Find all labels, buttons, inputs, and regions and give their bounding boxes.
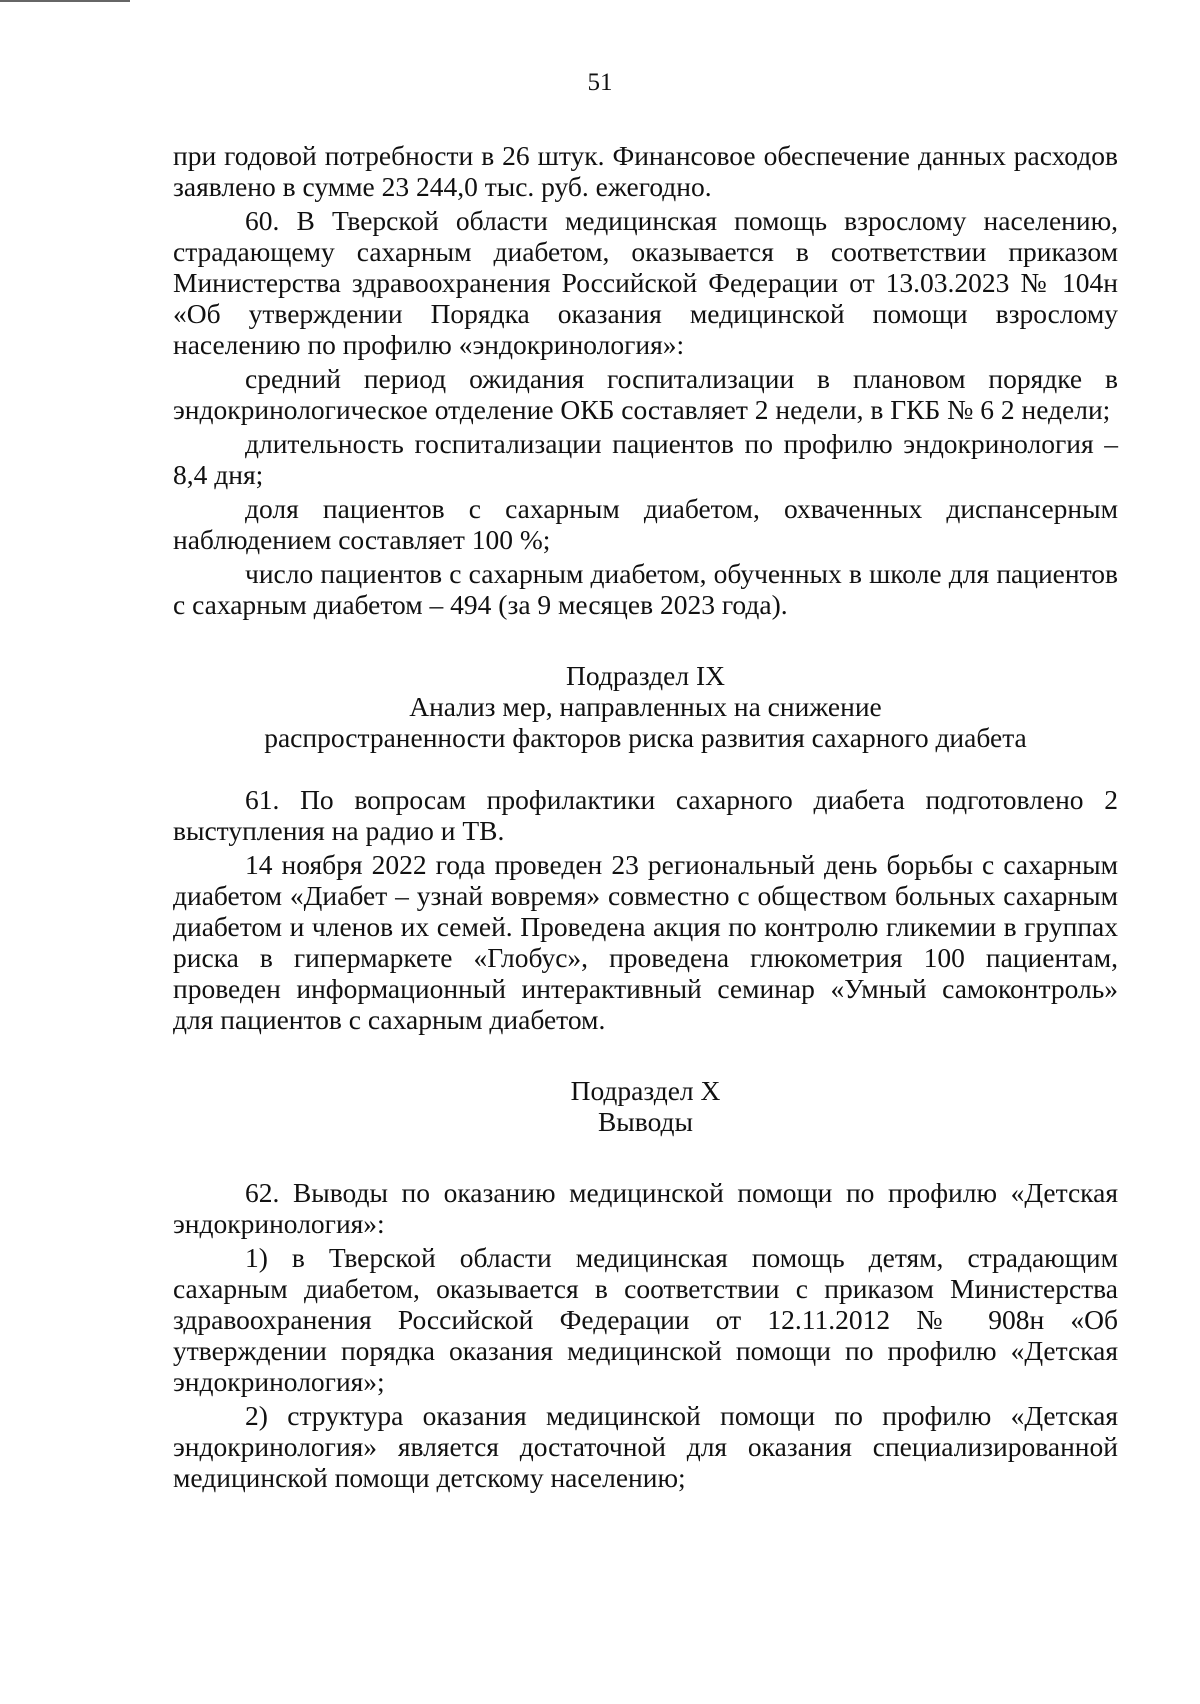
- paragraph-conclusion-2: 2) структура оказания медицинской помощи по профилю «Детская эндокринология» является достаточной для оказания специализированной медицинской помощи детскому населению;: [173, 1400, 1118, 1493]
- paragraph-item-60: 60. В Тверской области медицинская помощь взрослому населению, страдающему сахарным диабетом, оказывается в соответствии приказом Министерства здравоохранения Российской Федерации от 13.03.2023 № 104н «Об утверждении Порядка оказания медицинской помощи взрослому населению по профилю «эндокринология»:: [173, 205, 1118, 360]
- paragraph-waiting-period: средний период ожидания госпитализации в плановом порядке в эндокринологическое отделение ОКБ составляет 2 недели, в ГКБ № 6 2 недели;: [173, 363, 1118, 425]
- paragraph-school-count: число пациентов с сахарным диабетом, обученных в школе для пациентов с сахарным диабетом – 494 (за 9 месяцев 2023 года).: [173, 558, 1118, 620]
- subsection-heading-ix: Подраздел IX: [566, 660, 725, 691]
- document-body: [173, 140, 1118, 1493]
- paragraph-item-62: 62. Выводы по оказанию медицинской помощи по профилю «Детская эндокринология»:: [173, 1177, 1118, 1239]
- subsection-heading-x: Подраздел X: [570, 1075, 721, 1106]
- paragraph-hospitalization-length: длительность госпитализации пациентов по профилю эндокринология – 8,4 дня;: [173, 428, 1118, 490]
- paragraph-financing: при годовой потребности в 26 штук. Финансовое обеспечение данных расходов заявлено в сумме 23 244,0 тыс. руб. ежегодно.: [173, 140, 1118, 202]
- paragraph-conclusion-1: 1) в Тверской области медицинская помощь детям, страдающим сахарным диабетом, оказывается в соответствии с приказом Министерства здравоохранения Российской Федерации от 12.11.2012 № 908н «Об утверждении порядка оказания медицинской помощи по профилю «Детская эндокринология»;: [173, 1242, 1118, 1397]
- paragraph-item-61: 61. По вопросам профилактики сахарного диабета подготовлено 2 выступления на радио и ТВ.: [173, 784, 1118, 846]
- subsection-title-ix-line2: распространенности факторов риска развития сахарного диабета: [264, 722, 1027, 753]
- page-number: 51: [587, 69, 613, 96]
- paragraph-diabetes-day: 14 ноября 2022 года проведен 23 региональный день борьбы с сахарным диабетом «Диабет – узнай вовремя» совместно с обществом больных сахарным диабетом и членов их семей. Проведена акция по контролю гликемии в группах риска в гипермаркете «Глобус», проведена глюкометрия 100 пациентам, проведен информационный интерактивный семинар «Умный самоконтроль» для пациентов с сахарным диабетом.: [173, 849, 1118, 1035]
- subsection-title-ix-line1: Анализ мер, направленных на снижение: [409, 691, 882, 722]
- paragraph-dispensary-share: доля пациентов с сахарным диабетом, охваченных диспансерным наблюдением составляет 100 %;: [173, 493, 1118, 555]
- scan-edge-mark: [0, 0, 130, 2]
- subsection-title-x: Выводы: [597, 1106, 694, 1137]
